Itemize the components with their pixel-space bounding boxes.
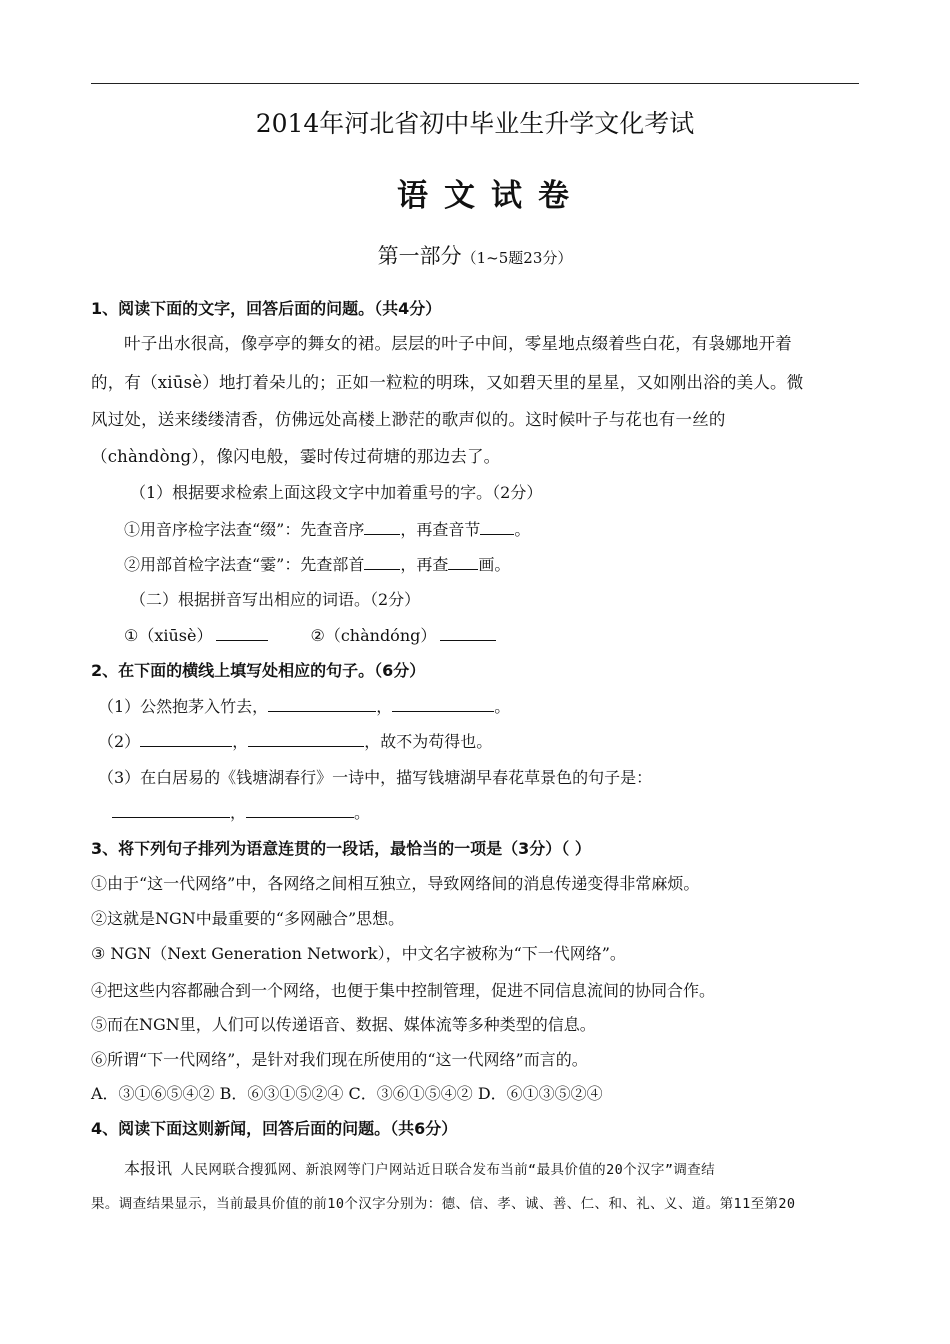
- q4-news-lead: 本报讯: [124, 1159, 173, 1178]
- q1-sub2a: ①（xiūsè）: [124, 626, 213, 645]
- q1-sub1a-mid: ，再查音节: [400, 520, 481, 539]
- q1-passage-line-3: 风过处，送来缕缕清香，仿佛远处高楼上渺茫的歌声似的。这时候叶子与花也有一丝的: [91, 410, 726, 429]
- q2-l4-end: 。: [354, 803, 371, 822]
- q2-line-4: [112, 800, 370, 823]
- q1-sub1a: [124, 517, 530, 540]
- q2-l2-mid: ，: [232, 732, 249, 751]
- q2-l1-end: 。: [494, 697, 511, 716]
- q3-sentence-6: ⑥所谓“下一代网络”，是针对我们现在所使用的“这一代网络”而言的。: [91, 1050, 588, 1069]
- q1-heading: 1、阅读下面的文字，回答后面的问题。（共4分）: [91, 299, 442, 318]
- answer-blank[interactable]: [392, 695, 494, 712]
- answer-blank[interactable]: [268, 695, 376, 712]
- q1-sub2: （二）根据拼音写出相应的词语。（2分）: [130, 590, 421, 609]
- q2-heading: 2、在下面的横线上填写处相应的句子。（6分）: [91, 661, 426, 680]
- q2-line-1: [98, 694, 510, 717]
- q1-sub1b-end: 画。: [478, 555, 511, 574]
- answer-blank[interactable]: [440, 624, 496, 641]
- answer-blank[interactable]: [112, 801, 230, 818]
- q2-l4-mid: ，: [230, 803, 247, 822]
- q1-sub2-answers: [124, 623, 496, 646]
- q2-l2-text: （2）: [98, 732, 141, 751]
- answer-blank[interactable]: [448, 553, 478, 570]
- q1-passage-line-2: 的，有（xiūsè）地打着朵儿的；正如一粒粒的明珠，又如碧天里的星星，又如刚出浴的美人。微: [91, 373, 804, 392]
- answer-blank[interactable]: [216, 624, 268, 641]
- part-note: （1~5题23分）: [461, 249, 573, 267]
- answer-blank[interactable]: [248, 730, 364, 747]
- exam-title: 2014年河北省初中毕业生升学文化考试: [255, 109, 695, 138]
- q3-sentence-5: ⑤而在NGN里，人们可以传递语音、数据、媒体流等多种类型的信息。: [91, 1015, 596, 1034]
- q3-sentence-3: ③ NGN（Next Generation Network），中文名字被称为“下一代网络”。: [91, 944, 626, 963]
- part-main: 第一部分: [377, 244, 462, 268]
- answer-blank[interactable]: [364, 553, 400, 570]
- answer-blank[interactable]: [246, 801, 354, 818]
- q3-heading: 3、将下列句子排列为语意连贯的一段话，最恰当的一项是（3分）（ ）: [91, 839, 591, 858]
- q2-l2-end: ，故不为苟得也。: [364, 732, 493, 751]
- answer-blank[interactable]: [364, 518, 400, 535]
- q2-l1-mid: ，: [376, 697, 393, 716]
- q4-news-text-1: 人民网联合搜狐网、新浪网等门户网站近日联合发布当前“最具价值的20个汉字”调查结: [172, 1162, 716, 1178]
- answer-blank[interactable]: [480, 518, 514, 535]
- q1-sub1a-text: ①用音序检字法查“缀”：先查音序: [124, 520, 365, 539]
- q1-passage-line-4: （chàndòng），像闪电般，霎时传过荷塘的那边去了。: [91, 447, 501, 466]
- q3-sentence-4: ④把这些内容都融合到一个网络，也便于集中控制管理，促进不同信息流间的协同合作。: [91, 981, 716, 1000]
- q3-sentence-2: ②这就是NGN中最重要的“多网融合”思想。: [91, 909, 405, 928]
- q3-sentence-1: ①由于“这一代网络”中，各网络之间相互独立，导致网络间的消息传递变得非常麻烦。: [91, 874, 700, 893]
- part-heading: [0, 240, 950, 270]
- q1-sub1b-text: ②用部首检字法查“霎”：先查部首: [124, 555, 365, 574]
- subject-title: 语文试卷: [397, 178, 585, 214]
- q1-sub1: （1）根据要求检索上面这段文字中加着重号的字。（2分）: [130, 483, 543, 502]
- q1-sub2b: ②（chàndóng）: [310, 626, 437, 645]
- answer-blank[interactable]: [140, 730, 232, 747]
- q4-heading: 4、阅读下面这则新闻，回答后面的问题。（共6分）: [91, 1119, 458, 1138]
- q4-news-line-2: 果。调查结果显示，当前最具价值的前10个汉字分别为：德、信、孝、诚、善、仁、和、礼、义、道。第11至第20: [91, 1196, 796, 1212]
- q1-sub1b: [124, 552, 510, 575]
- q2-l1-text: （1）公然抱茅入竹去，: [98, 697, 269, 716]
- q1-passage-line-1: 叶子出水很高，像亭亭的舞女的裙。层层的叶子中间，零星地点缀着些白花，有袅娜地开着: [124, 334, 792, 353]
- q3-options: A．③①⑥⑤④② B．⑥③①⑤②④ C．③⑥①⑤④② D．⑥①③⑤②④: [91, 1084, 603, 1103]
- q2-line-2: [98, 729, 492, 752]
- q1-sub1a-end: 。: [514, 520, 531, 539]
- top-rule: [91, 83, 859, 84]
- q2-line-3: （3）在白居易的《钱塘湖春行》一诗中，描写钱塘湖早春花草景色的句子是：: [98, 768, 653, 787]
- q1-sub1b-mid: ，再查: [400, 555, 449, 574]
- q4-news-line-1: [124, 1156, 715, 1179]
